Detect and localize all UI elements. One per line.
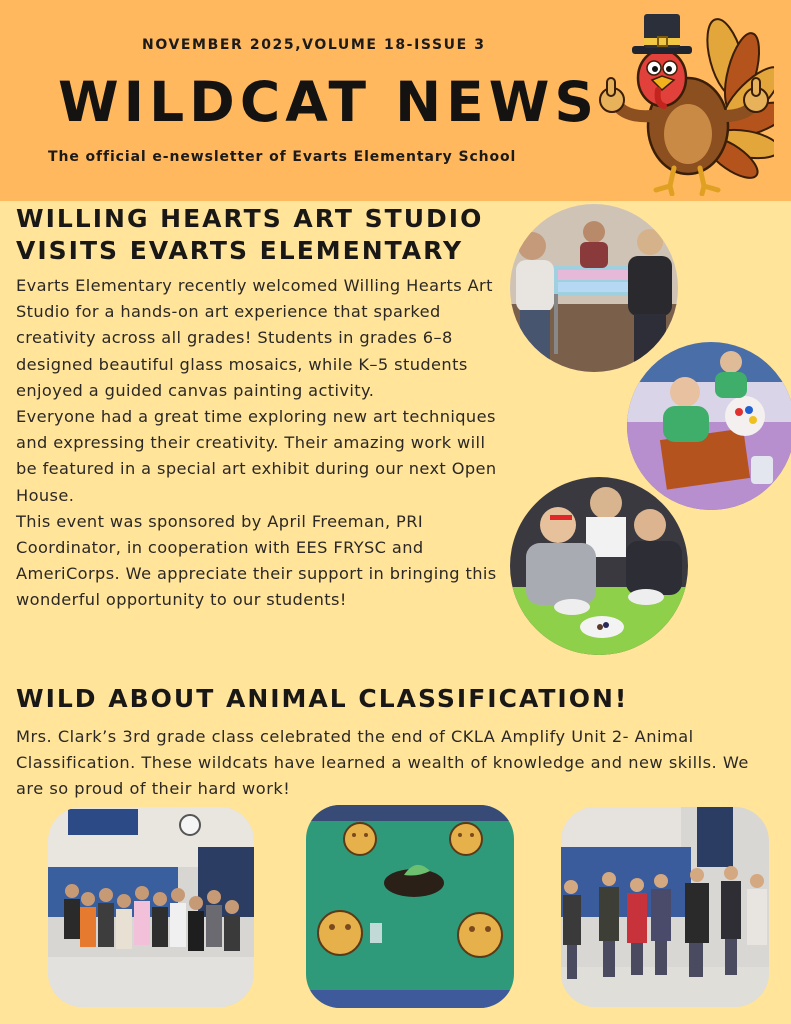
heading-line: WILLING HEARTS ART STUDIO bbox=[16, 204, 484, 233]
article-heading-art-studio bbox=[16, 203, 483, 267]
photo-glass-mosaic bbox=[510, 477, 688, 655]
article-paragraph: Everyone had a great time exploring new art techniques and expressing their creativity. Their amazing work will be featured in a special art exhibit during our next Open House. bbox=[16, 407, 497, 505]
newsletter-title: WILDCAT NEWS bbox=[58, 70, 600, 134]
photo-students-animals bbox=[561, 807, 769, 1007]
article-body-art-studio bbox=[16, 273, 511, 614]
issue-line: NOVEMBER 2025,VOLUME 18-ISSUE 3 bbox=[142, 37, 486, 53]
photo-animal-table bbox=[306, 805, 514, 1008]
article-heading-animal-classification: WILD ABOUT ANIMAL CLASSIFICATION! bbox=[16, 684, 629, 713]
photo-canvas-painting bbox=[627, 342, 791, 510]
photo-mosaic-students bbox=[510, 204, 678, 372]
article-paragraph: This event was sponsored by April Freeman, PRI Coordinator, in cooperation with EES FRYSC and AmeriCorps. We appreciate their support in bringing this wonderful opportunity to our students! bbox=[16, 511, 497, 610]
turkey-thumbs-up-icon bbox=[596, 8, 774, 196]
article-paragraph: Evarts Elementary recently welcomed Willing Hearts Art Studio for a hands-on art experience that sparked creativity across all grades! Students in grades 6–8 designed beautiful glass mosaics, while K–5 students enjoyed a guided canvas painting activity. bbox=[16, 276, 493, 400]
photo-class-group bbox=[48, 807, 254, 1007]
heading-line: VISITS EVARTS ELEMENTARY bbox=[16, 236, 464, 265]
newsletter-tagline: The official e-newsletter of Evarts Elementary School bbox=[48, 149, 517, 165]
masthead-banner bbox=[0, 0, 791, 201]
article-body-animal-classification: Mrs. Clark’s 3rd grade class celebrated the end of CKLA Amplify Unit 2- Animal Classification. These wildcats have learned a wealth of knowledge and new skills. We are so proud of their hard work! bbox=[16, 727, 749, 798]
